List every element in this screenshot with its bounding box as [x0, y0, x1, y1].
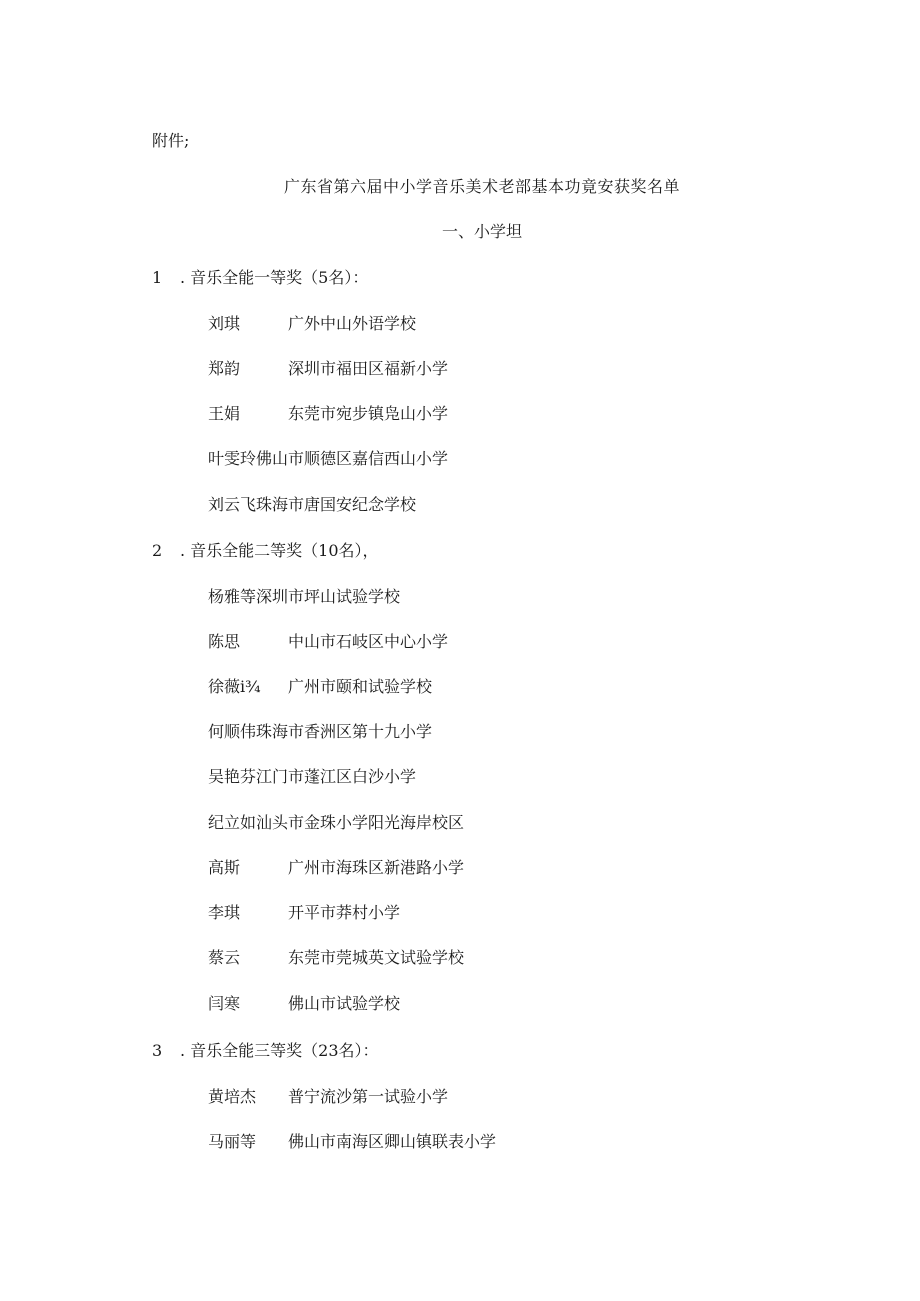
- winner-entry: [208, 314, 416, 334]
- winner-name: 刘琪: [208, 314, 241, 333]
- winner-school: 佛山市南海区卿山镇联表小学: [288, 1132, 497, 1151]
- group-heading: 一、小学坦: [441, 222, 522, 241]
- winner-name: 高斯: [208, 858, 241, 877]
- section-heading: [152, 1041, 379, 1061]
- winner-name: 刘云飞: [208, 495, 257, 514]
- section-heading: [152, 541, 379, 561]
- section-number: 3: [152, 1041, 163, 1060]
- winner-school: 普宁流沙第一试验小学: [288, 1087, 449, 1106]
- winner-entry: [208, 632, 448, 652]
- winner-name: 陈思: [208, 632, 241, 651]
- winner-entry: [208, 677, 432, 697]
- section-label: . 音乐全能三等奖（23名）：: [180, 1041, 379, 1060]
- winner-name: 杨雅等: [208, 587, 257, 606]
- winner-entry: [208, 359, 448, 379]
- winner-name: 黄培杰: [208, 1087, 257, 1106]
- winner-school: 深圳市福田区福新小学: [288, 359, 449, 378]
- section-label: . 音乐全能一等奖（5名）：: [180, 268, 369, 287]
- section-number: 2: [152, 541, 163, 560]
- winner-entry: [208, 404, 448, 424]
- section-number: 1: [152, 268, 163, 287]
- winner-name: 王娟: [208, 404, 241, 423]
- section-label: . 音乐全能二等奖（10名），: [180, 541, 379, 560]
- winner-name: 何顺伟: [208, 722, 257, 741]
- winner-name: 纪立如: [208, 813, 257, 832]
- attachment-label: 附件;: [152, 131, 190, 150]
- winner-entry: [208, 813, 464, 833]
- winner-name: 闫寒: [208, 994, 241, 1013]
- winner-entry: [208, 858, 464, 878]
- winner-school: 珠海市唐国安纪念学校: [256, 495, 417, 514]
- section-heading: [152, 268, 368, 288]
- winner-entry: [208, 1087, 448, 1107]
- winner-school: 珠海市香洲区第十九小学: [256, 722, 433, 741]
- winner-school: 广州市海珠区新港路小学: [288, 858, 465, 877]
- winner-name: 李琪: [208, 903, 241, 922]
- winner-entry: [208, 767, 416, 787]
- winner-school: 佛山市顺德区嘉信西山小学: [256, 449, 449, 468]
- winner-school: 深圳市坪山试验学校: [256, 587, 401, 606]
- winner-entry: [208, 994, 400, 1014]
- winner-entry: [208, 587, 400, 607]
- winner-name: 马丽等: [208, 1132, 257, 1151]
- winner-school: 广外中山外语学校: [288, 314, 417, 333]
- winner-name: 叶雯玲: [208, 449, 257, 468]
- winner-school: 开平市莽村小学: [288, 903, 401, 922]
- winner-entry: [208, 449, 448, 469]
- winner-school: 中山市石岐区中心小学: [288, 632, 449, 651]
- winner-entry: [208, 1132, 496, 1152]
- winner-name: 徐薇i¾: [208, 677, 261, 696]
- winner-name: 吴艳芬: [208, 767, 257, 786]
- winner-name: 蔡云: [208, 948, 241, 967]
- winner-school: 东莞市宛步镇凫山小学: [288, 404, 449, 423]
- winner-entry: [208, 948, 464, 968]
- winner-school: 东莞市莞城英文试验学校: [288, 948, 465, 967]
- winner-entry: [208, 495, 416, 515]
- winner-name: 郑韵: [208, 359, 241, 378]
- winner-school: 佛山市试验学校: [288, 994, 401, 1013]
- winner-school: 汕头市金珠小学阳光海岸校区: [256, 813, 465, 832]
- winner-school: 江门市蓬江区白沙小学: [256, 767, 417, 786]
- winner-entry: [208, 722, 432, 742]
- document-title: 广东省第六届中小学音乐美术老部基本功竟安获奖名单: [283, 177, 680, 196]
- winner-school: 广州市颐和试验学校: [288, 677, 433, 696]
- winner-entry: [208, 903, 400, 923]
